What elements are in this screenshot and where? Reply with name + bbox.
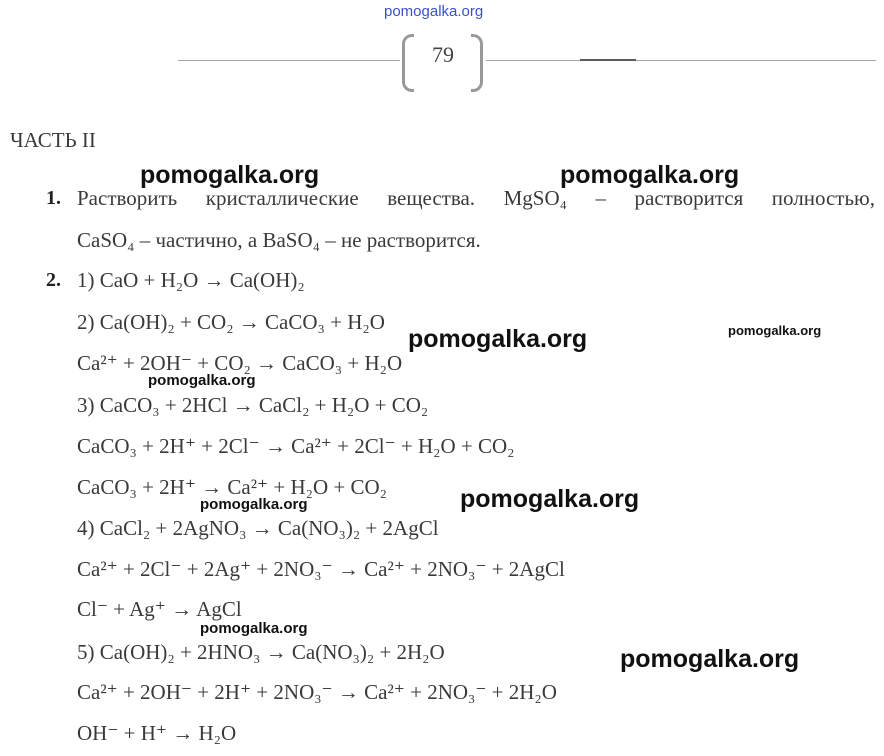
header-rule-accent bbox=[580, 59, 636, 61]
watermark: pomogalka.org bbox=[200, 496, 308, 513]
watermark: pomogalka.org bbox=[408, 325, 588, 353]
page-number: 79 bbox=[432, 42, 454, 67]
q1-word: растворится bbox=[634, 186, 744, 210]
question-2-number: 2. bbox=[46, 269, 61, 291]
watermark: pomogalka.org bbox=[140, 161, 320, 189]
equation-line: Cl⁻ + Ag⁺ → AgCl bbox=[77, 597, 242, 621]
equation-line: CaCO₃ + 2H⁺ → Ca²⁺ + H₂O + CO₂ bbox=[77, 475, 387, 499]
equation-line: Ca²⁺ + 2Cl⁻ + 2Ag⁺ + 2NO₃⁻ → Ca²⁺ + 2NO₃⁻ + 2AgCl bbox=[77, 557, 565, 581]
watermark: pomogalka.org bbox=[560, 161, 740, 189]
header-rule-right bbox=[486, 60, 876, 61]
equation-line: OH⁻ + H⁺ → H₂O bbox=[77, 721, 237, 745]
question-1-line-2: CaSO₄ – частично, а BaSO₄ – не растворится. bbox=[77, 228, 481, 252]
watermark: pomogalka.org bbox=[728, 323, 822, 338]
page-number-bracket-right bbox=[471, 34, 483, 92]
header-rule-left bbox=[178, 60, 400, 61]
equation-line: 3) CaCO₃ + 2HCl → CaCl₂ + H₂O + CO₂ bbox=[77, 393, 429, 417]
watermark: pomogalka.org bbox=[460, 485, 640, 513]
equation-line: 4) CaCl₂ + 2AgNO₃ → Ca(NO₃)₂ + 2AgCl bbox=[77, 516, 439, 540]
watermark: pomogalka.org bbox=[148, 372, 256, 389]
q1-word: Растворить bbox=[77, 186, 178, 210]
watermark: pomogalka.org bbox=[200, 620, 308, 637]
q1-word: полностью, bbox=[771, 186, 875, 210]
equation-line: 5) Ca(OH)₂ + 2HNO₃ → Ca(NO₃)₂ + 2H₂O bbox=[77, 640, 445, 664]
equation-line: Ca²⁺ + 2OH⁻ + 2H⁺ + 2NO₃⁻ → Ca²⁺ + 2NO₃⁻ + 2H₂O bbox=[77, 680, 557, 704]
equation-line: 2) Ca(OH)₂ + CO₂ → CaCO₃ + H₂O bbox=[77, 310, 385, 334]
top-watermark: pomogalka.org bbox=[384, 3, 484, 20]
section-title: ЧАСТЬ II bbox=[10, 128, 96, 152]
equation-line: Ca²⁺ + 2OH⁻ + CO₂ → CaCO₃ + H₂O bbox=[77, 351, 403, 375]
question-1-number: 1. bbox=[46, 187, 61, 209]
q1-word: вещества. bbox=[387, 186, 476, 210]
page-number-bracket-left bbox=[402, 34, 414, 92]
equation-line: 1) CaO + H₂O → Ca(OH)₂ bbox=[77, 268, 305, 292]
watermark: pomogalka.org bbox=[620, 645, 800, 673]
q1-word: MgSO₄ bbox=[503, 186, 567, 210]
q1-word: – bbox=[595, 186, 606, 210]
q1-word: кристаллические bbox=[205, 186, 359, 210]
equation-line: CaCO₃ + 2H⁺ + 2Cl⁻ → Ca²⁺ + 2Cl⁻ + H₂O + CO₂ bbox=[77, 434, 515, 458]
